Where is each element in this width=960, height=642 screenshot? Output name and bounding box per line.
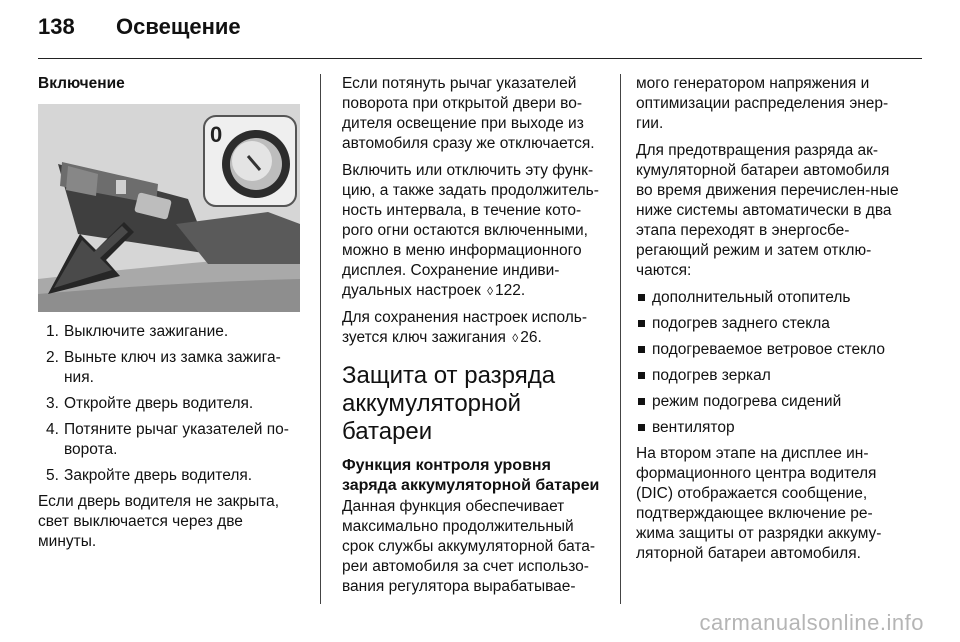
page-number: 138 — [38, 14, 75, 39]
page-ref-122[interactable]: 122. — [495, 282, 526, 299]
light-switch-illustration — [38, 104, 300, 312]
paragraph-systems: Для предотвращения разряда ак-кумуляторной батареи автомобиля во время движения перечислен-ные ниже системы автоматически в два этапа переходят в энергосбе-регающий режим и затем отклю-чаются: — [636, 142, 899, 279]
list-item: подогрев заднего стекла — [636, 314, 906, 334]
column-divider-2 — [620, 74, 621, 604]
list-item: 2. Выньте ключ из замка зажига-ния. — [46, 349, 281, 386]
list-item: 3. Откройте дверь водителя. — [46, 395, 254, 412]
header-rule — [38, 58, 922, 59]
page-header — [38, 14, 241, 40]
list-item: режим подогрева сидений — [636, 392, 906, 412]
list-item: подогреваемое ветровое стекло — [636, 340, 906, 360]
list-item: подогрев зеркал — [636, 366, 906, 386]
paragraph-dic: На втором этапе на дисплее ин-формационного центра водителя (DIC) отображается сообщение, подтверждающее включение ре-жима защиты от разрядки аккуму-ляторной батареи автомобиля. — [636, 445, 882, 562]
inset-label-zero: 0 — [210, 122, 223, 147]
watermark: carmanualsonline.info — [699, 610, 924, 635]
column-3 — [636, 74, 906, 571]
paragraph-continuation: мого генератором напряжения и оптимизации распределения энер-гии. — [636, 75, 889, 132]
subsection-heading-charge-control: Функция контроля уровня заряда аккумуляторной батареи — [342, 457, 600, 494]
paragraph-stalk: Если потянуть рычаг указателей поворота при открытой двери во-дителя освещение при выходе из автомобиля сразу же отключается. — [342, 75, 595, 152]
page-ref-icon: ◊ — [487, 284, 494, 298]
list-item: 4. Потяните рычаг указателей по-ворота. — [46, 421, 289, 458]
list-item: вентилятор — [636, 418, 906, 438]
paragraph-key: Для сохранения настроек исполь-зуется ключ зажигания ◊ 26. — [342, 309, 588, 346]
steps-list — [38, 322, 300, 486]
page-title: Освещение — [116, 14, 241, 39]
list-item: 5. Закройте дверь водителя. — [46, 467, 253, 484]
page-ref-26[interactable]: 26. — [520, 329, 542, 346]
stalk-illustration-svg — [38, 104, 300, 312]
paragraph-function: Данная функция обеспечивает максимально продолжительный срок службы аккумуляторной бата-реи автомобиля за счет использо-вания регулятора вырабатывае- — [342, 498, 596, 595]
section-heading-battery: Защита от разряда аккумуляторной батареи — [342, 362, 556, 445]
column-divider-1 — [320, 74, 321, 604]
column-1 — [38, 74, 300, 559]
list-item: 1. Выключите зажигание. — [46, 323, 229, 340]
list-item: дополнительный отопитель — [636, 288, 906, 308]
paragraph-door-open: Если дверь водителя не закрыта, свет выключается через две минуты. — [38, 493, 280, 550]
paragraph-menu: Включить или отключить эту функ-цию, а также задать продолжитель-ность интервала, в течение кото-рого огни остаются включенными, можно в меню информационного дисплея. Сохранение индиви-дуальных настроек ◊ 122. — [342, 162, 599, 299]
systems-list — [636, 288, 906, 438]
page-ref-icon: ◊ — [512, 331, 519, 345]
subheading-switch-on: Включение — [38, 75, 125, 92]
column-2 — [342, 74, 604, 604]
